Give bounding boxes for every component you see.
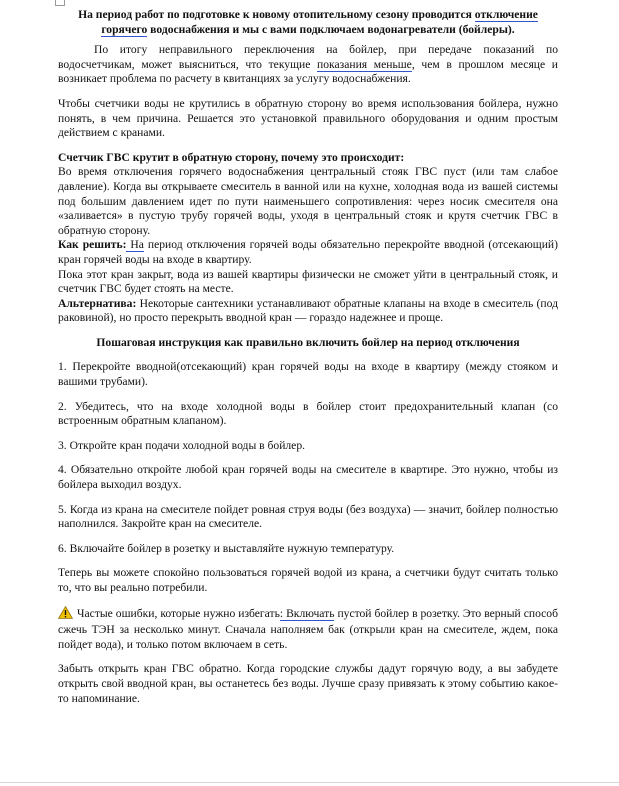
intro-part-2: , чем в прошлом месяце и возникает проблема по расчету в квитанциях за услугу водоснабжения.: [58, 57, 558, 86]
intro-part-1: По итогу неправильного переключения на бойлер, при передаче показаний по водосчетчикам, может выясниться, что текущие: [58, 43, 558, 71]
section2-heading: Пошаговая инструкция как правильно включить бойлер на период отключения: [96, 335, 520, 349]
step-5: 5. Когда из крана на смесителе пойдет ровная струя воды (без воздуха) — значит, бойлер полностью наполнился. Закройте кран на смесителе.: [58, 502, 558, 531]
how-to-solve-paragraph: [58, 238, 558, 267]
page-corner-marker: [55, 0, 65, 6]
counters-paragraph: Чтобы счетчики воды не крутились в обратную сторону во время использования бойлера, нужно понять, в чем причина. Решается это установкой правильного оборудования и одним простым действием с кранами.: [58, 96, 558, 140]
section1-body: Во время отключения горячего водоснабжения центральный стояк ГВС пуст (или там слабое давление). Когда вы открываете смеситель в ванной или на кухне, холодная вода из вашей системы под большим давлением идет по пути наименьшего сопротивления: через носик смесителя она «заливается» в пустую трубу горячей воды, уходя в центральный стояк и крутя счетчик ГВС в обратную сторону.: [58, 165, 558, 237]
document-title: [58, 8, 558, 37]
how-text: период отключения горячей воды обязательно перекройте вводной (отсекающий) кран горячей воды на входе в квартиру.: [58, 238, 558, 266]
step-2: 2. Убедитесь, что на входе холодной воды в бойлер стоит предохранительный клапан (со встроенным обратным клапаном).: [58, 399, 558, 428]
warning-part-1: Частые ошибки, которые нужно избегать: [77, 606, 280, 620]
conclusion-paragraph: Теперь вы можете спокойно пользоваться горячей водой из крана, а счетчики будут считать только то, что вы реально потребили.: [58, 566, 558, 594]
how-underlined: На: [126, 238, 144, 252]
title-part-1: На период работ по подготовке к новому отопительному сезону проводится: [78, 8, 475, 21]
warning-paragraph: [58, 606, 558, 653]
title-underlined: отключение горячего: [101, 8, 538, 36]
step-6: 6. Включайте бойлер в розетку и выставляйте нужную температуру.: [58, 541, 395, 555]
alternative-paragraph: [58, 297, 558, 326]
intro-underlined: показания меньше: [317, 57, 412, 71]
section1-heading: Счетчик ГВС крутит в обратную сторону, почему это происходит:: [58, 150, 405, 164]
closed-tap-paragraph: Пока этот кран закрыт, вода из вашей квартиры физически не сможет уйти в центральный стояк, и счетчик ГВС будет стоять на месте.: [58, 267, 558, 296]
step-1: 1. Перекройте вводной(отсекающий) кран горячей воды на входе в квартиру (между стояком и вашими трубами).: [58, 360, 558, 389]
document-body: [58, 8, 558, 706]
intro-paragraph: [58, 43, 558, 87]
warning-part-2: пустой бойлер в розетку. Это верный способ сжечь ТЭН за несколько минут. Сначала наполняем бак (открыли кран на смесителе, ждем, пока пойдет вода), и только потом включаем в сеть.: [58, 606, 558, 651]
step-3: 3. Откройте кран подачи холодной воды в бойлер.: [58, 438, 306, 452]
warning-underlined: : Включать: [279, 606, 335, 620]
final-paragraph: Забыть открыть кран ГВС обратно. Когда городские службы дадут горячую воду, а вы забудете открыть свой вводной кран, вы останетесь без воды. Лучше сразу привязать к этому событию какое-то напоминание.: [58, 662, 558, 705]
step-4: 4. Обязательно откройте любой кран горячей воды на смесителе в квартире. Это нужно, чтобы из бойлера выходил воздух.: [58, 463, 558, 492]
alternative-label: Альтернатива:: [58, 296, 137, 310]
warning-triangle-icon: [58, 606, 73, 624]
page-bottom-border: [0, 782, 619, 783]
alternative-text: Некоторые сантехники устанавливают обратные клапаны на входе в смеситель (под раковиной), но просто перекрыть вводной кран — гораздо надежнее и проще.: [58, 296, 558, 325]
how-to-solve-label: Как решить:: [58, 238, 127, 252]
title-part-2: водоснабжения и мы с вами подключаем водонагреватели (бойлеры).: [147, 22, 515, 36]
